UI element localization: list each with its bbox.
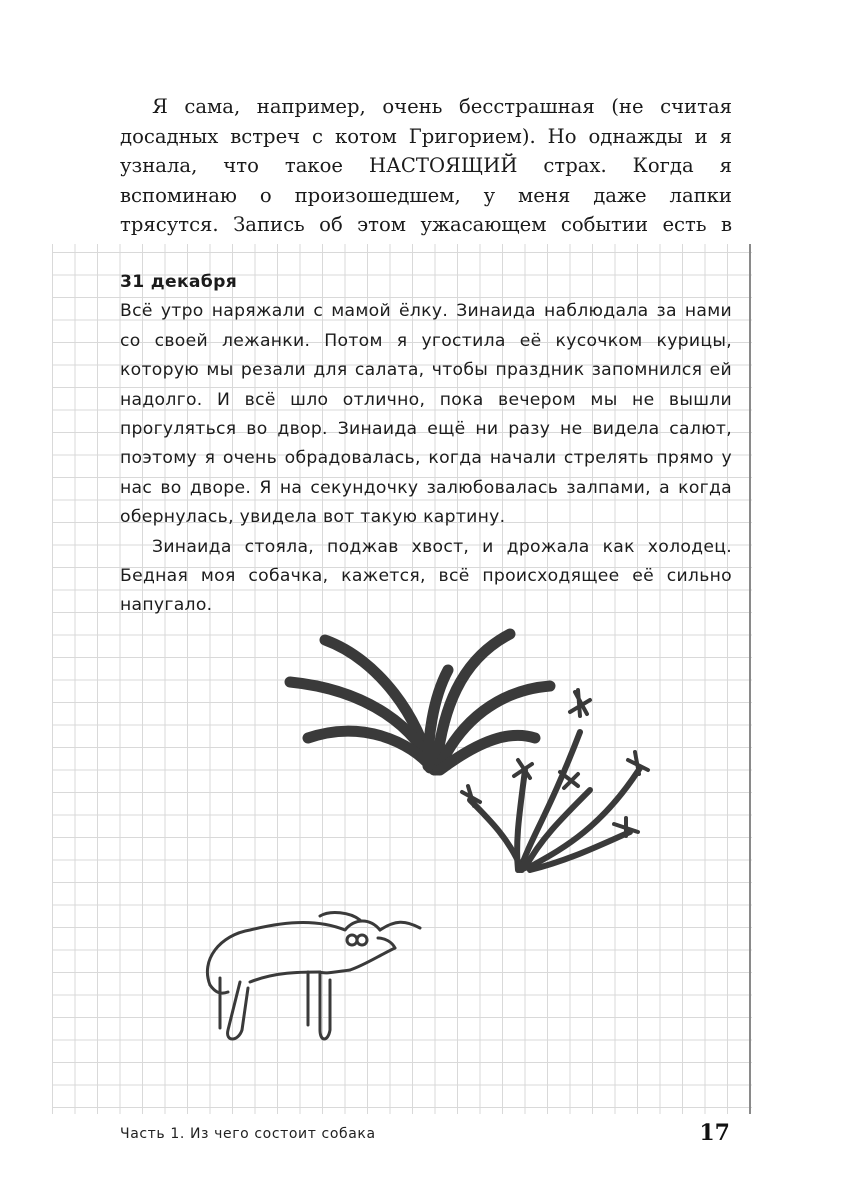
dog-drawing bbox=[207, 913, 420, 1039]
intro-text bbox=[120, 92, 732, 269]
diary-entry bbox=[120, 268, 732, 621]
firework-burst-large bbox=[290, 634, 550, 770]
intro-paragraph: Я сама, например, очень бесстрашная (не считая досадных встреч с котом Григорием). Но однажды и я узнала, что такое НАСТОЯЩИЙ страх. Когда я вспоминаю о произошедшем, у меня даже лапки трясутся. Запись об этом ужасающем событии есть в bbox=[120, 95, 732, 236]
page-number: 17 bbox=[699, 1120, 730, 1146]
diary-date: 31 декабря bbox=[120, 272, 238, 292]
fireworks-and-dog-drawing bbox=[180, 620, 680, 1060]
diary-paragraph-1: Всё утро наряжали с мамой ёлку. Зинаида наблюдала за нами со своей лежанки. Потом я угостила её кусочком курицы, которую мы резали для салата, чтобы праздник запомнился ей надолго. И всё шло отлично, пока вечером мы не вышли прогуляться во двор. Зинаида ещё ни разу не видела салют, поэтому я очень обрадовалась, когда начали стрелять прямо у нас во дворе. Я на секундочку залюбовалась залпами, а когда обернулась, увидела вот такую картину. bbox=[120, 301, 732, 528]
firework-burst-small bbox=[470, 732, 640, 870]
diary-paragraph-2: Зинаида стояла, поджав хвост, и дрожала как холодец. Бедная моя собачка, кажется, всё происходящее её сильно напугало. bbox=[120, 536, 732, 616]
diary-margin-line bbox=[749, 244, 751, 1114]
footer-chapter-title: Часть 1. Из чего состоит собака bbox=[120, 1126, 376, 1142]
